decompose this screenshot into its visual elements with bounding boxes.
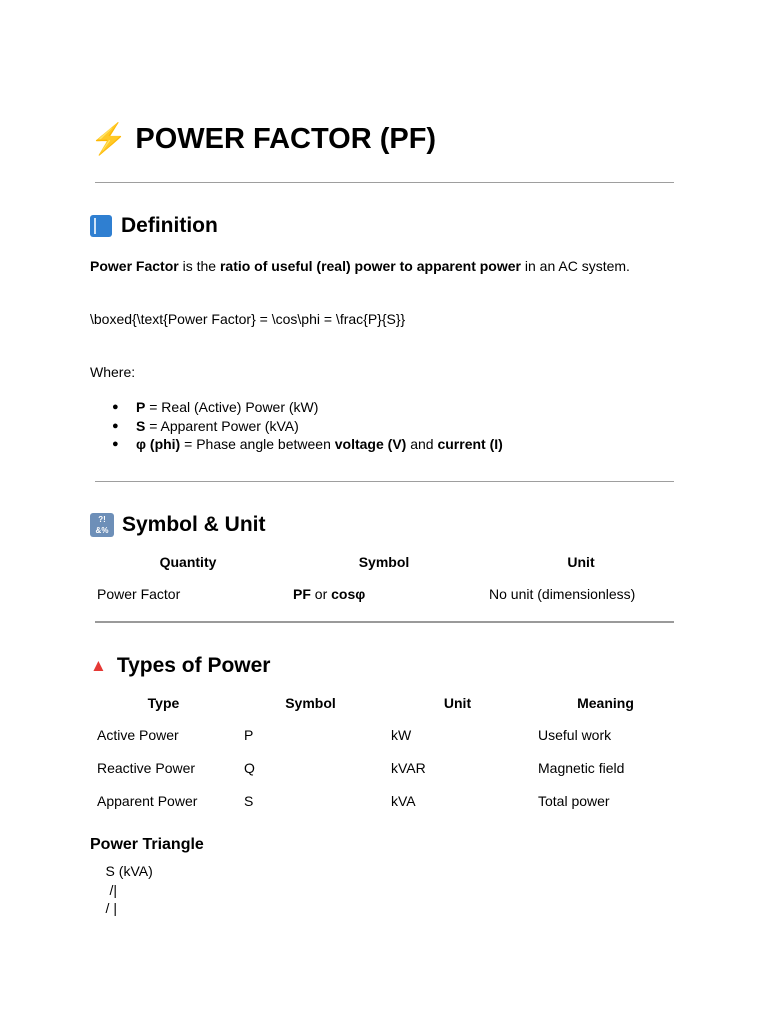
types-of-power-table [90, 688, 680, 817]
table-cell: Magnetic field [538, 759, 625, 776]
column-header: Symbol [285, 695, 336, 711]
column-header: Unit [443, 695, 472, 711]
table-row [90, 577, 680, 610]
column-header: Type [147, 695, 180, 711]
table-cell: No unit (dimensionless) [489, 585, 636, 602]
table-row [90, 718, 680, 751]
divider [95, 621, 674, 623]
section-heading-definition: Definition [90, 214, 218, 238]
subheading-power-triangle: Power Triangle [90, 836, 204, 853]
table-cell: Total power [538, 792, 610, 809]
column-header: Meaning [577, 695, 634, 711]
list-item: ● P = Real (Active) Power (kW) [90, 398, 503, 417]
section-heading-types: ▲ Types of Power [90, 654, 271, 677]
formula: \boxed{\text{Power Factor} = \cos\phi = \frac{P}{S}} [90, 311, 406, 327]
where-label: Where: [90, 364, 136, 380]
table-cell: P [244, 726, 254, 743]
table-cell: PF or cosφ [293, 585, 366, 602]
table-cell: kVAR [391, 759, 426, 776]
definition-text: Power Factor is the ratio of useful (real) power to apparent power in an AC system. [90, 258, 630, 274]
divider [95, 481, 674, 482]
divider [95, 182, 674, 183]
blue-book-icon [90, 215, 112, 237]
input-symbols-icon: ?! &% [90, 513, 114, 537]
table-row [90, 784, 680, 817]
page-title: ⚡ POWER FACTOR (PF) [90, 123, 437, 156]
table-cell: Reactive Power [97, 759, 196, 776]
table-row [90, 751, 680, 784]
section-heading-symbol-unit: ?! &% Symbol & Unit [90, 513, 266, 537]
column-header: Symbol [358, 554, 410, 570]
high-voltage-icon: ⚡ [90, 123, 128, 156]
table-cell: kW [391, 726, 412, 743]
table-cell: S [244, 792, 254, 809]
table-cell: Apparent Power [97, 792, 198, 809]
table-cell: Useful work [538, 726, 612, 743]
table-cell: Q [244, 759, 255, 776]
red-triangle-icon: ▲ [90, 656, 107, 675]
list-item: ● S = Apparent Power (kVA) [90, 417, 503, 436]
column-header: Quantity [159, 554, 217, 570]
table-cell: Power Factor [97, 585, 181, 602]
symbol-unit-table [90, 547, 680, 610]
column-header: Unit [567, 554, 595, 570]
table-cell: kVA [391, 792, 416, 809]
definition-bullets [90, 398, 503, 454]
power-triangle-ascii: S (kVA) /| / | [90, 863, 153, 916]
table-cell: Active Power [97, 726, 179, 743]
list-item: ● φ (phi) = Phase angle between voltage (V) and current (I) [90, 435, 503, 454]
